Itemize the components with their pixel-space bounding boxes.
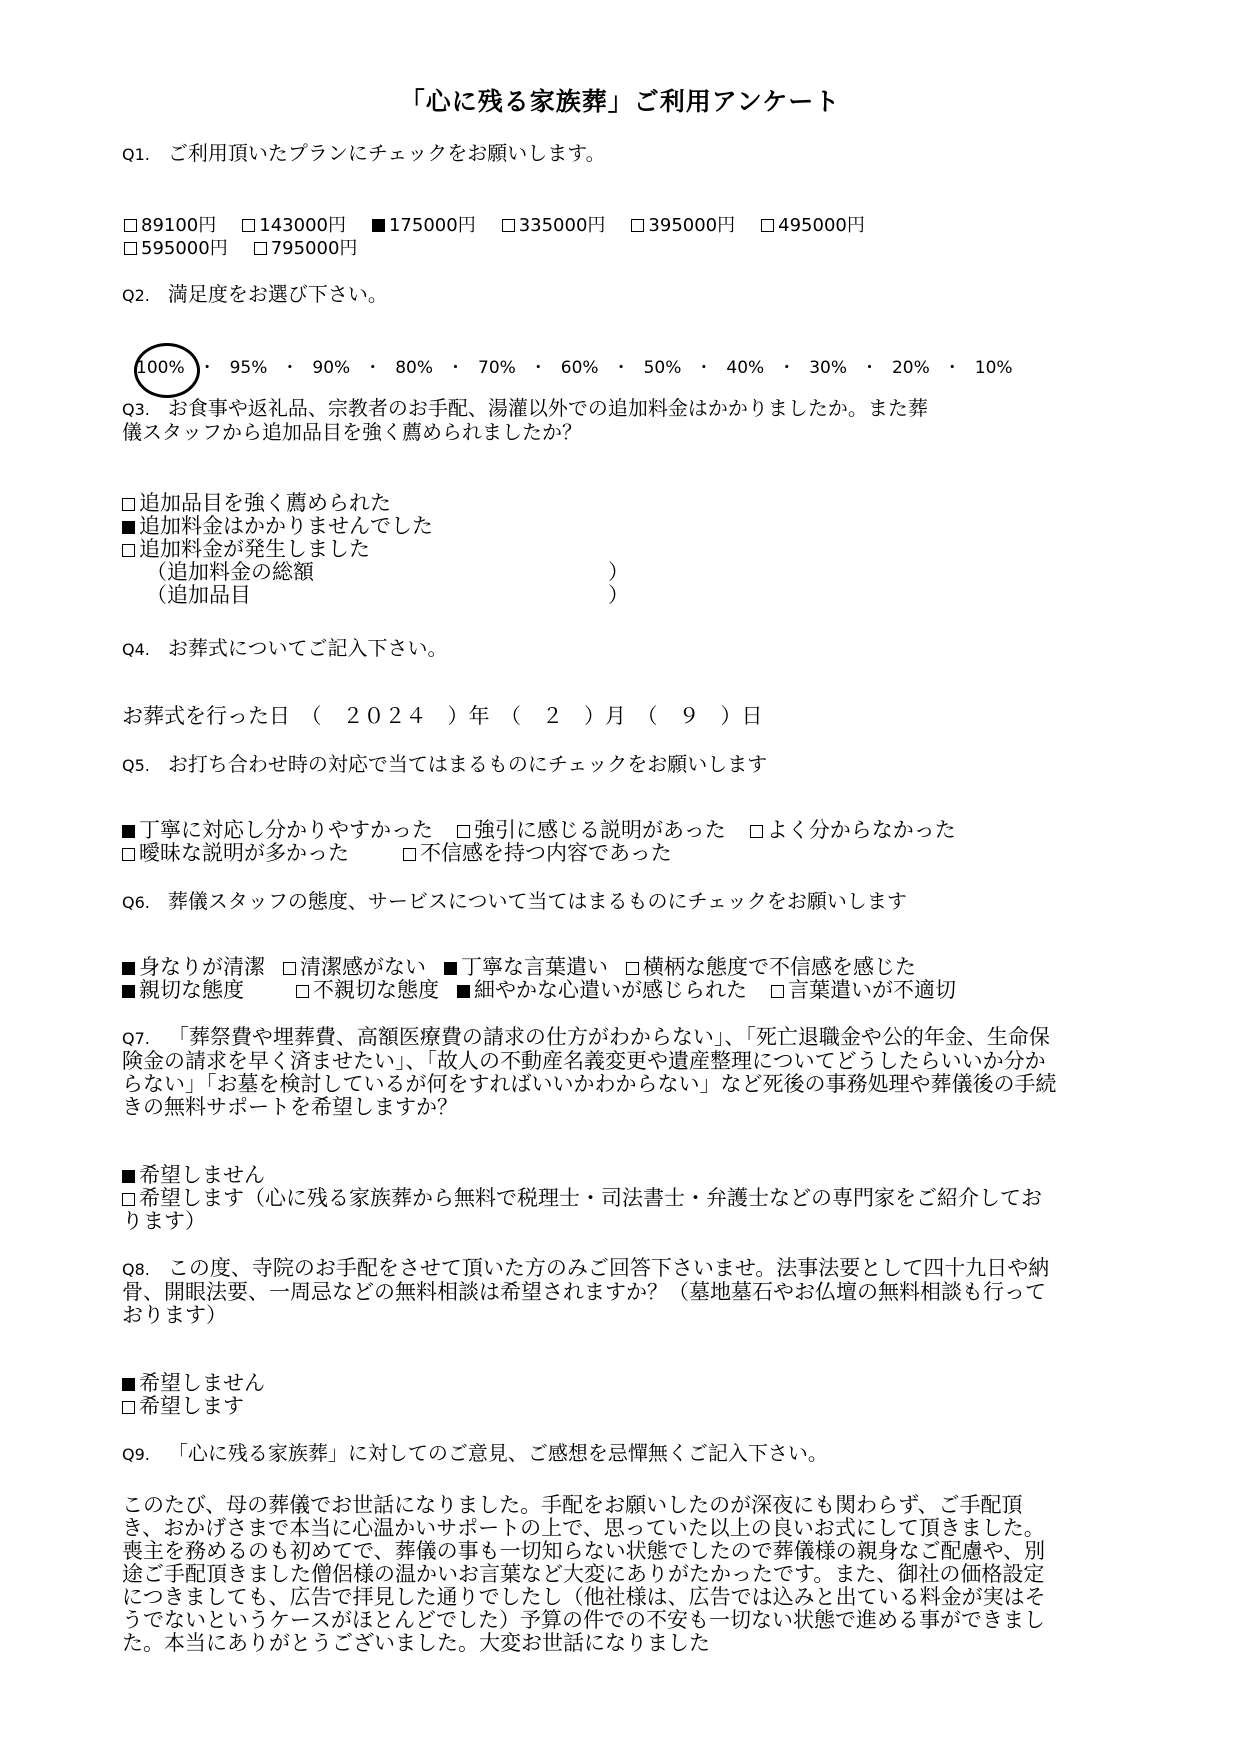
satisfaction-option[interactable]: 70%: [478, 358, 516, 378]
scale-separator: ・: [198, 358, 216, 378]
q3-text-line1: お食事や返礼品、宗教者のお手配、湯灌以外での追加料金はかかりましたか。また葬: [167, 396, 928, 420]
option-label: 希望します: [139, 1394, 244, 1418]
plan-option[interactable]: [372, 211, 476, 237]
q3-heading: [122, 396, 928, 422]
q6-text: 葬儀スタッフの態度、サービスについて当てはまるものにチェックをお願いします: [167, 889, 907, 913]
scale-separator: ・: [447, 358, 464, 378]
items-close-paren: ）: [608, 583, 629, 607]
consultation-option-row: [122, 1395, 1062, 1418]
checkbox[interactable]: [750, 825, 763, 838]
checkbox[interactable]: [283, 962, 296, 975]
checkbox[interactable]: [502, 219, 515, 232]
q3-number: Q3.: [122, 400, 150, 419]
support-option[interactable]: [122, 1163, 265, 1187]
q7-text: 「葬祭費や埋葬費、高額医療費の請求の仕方がわからない」、「死亡退職金や公的年金、生命保険金の請求を早く済ませたい」、「故人の不動産名義変更や遺産整理についてどうしたらいいか分からない」「お墓を検討しているが何をすればいいかわからない」など死後の事務処理や葬儀後の手続きの無料サポートを希望しますか？: [122, 1025, 1057, 1119]
checked-checkbox[interactable]: [372, 219, 385, 232]
meeting-option[interactable]: [122, 818, 433, 842]
plan-option[interactable]: [124, 234, 228, 260]
checked-checkbox[interactable]: [457, 985, 470, 998]
checkbox[interactable]: [122, 544, 135, 557]
checkbox[interactable]: [124, 242, 137, 255]
checked-checkbox[interactable]: [444, 962, 457, 975]
q8-question: [122, 1257, 1062, 1327]
q3-total-field: [146, 561, 314, 584]
scale-separator: ・: [529, 358, 547, 378]
consultation-option-row: [122, 1372, 1062, 1395]
option-label: 身なりが清潔: [139, 955, 265, 979]
q1-text: ご利用頂いたプランにチェックをお願いします。: [167, 141, 606, 165]
staff-option[interactable]: [626, 955, 916, 979]
checkbox[interactable]: [254, 242, 267, 255]
option-label: 395000円: [648, 215, 736, 236]
checkbox[interactable]: [242, 219, 255, 232]
option-label: 親切な態度: [139, 978, 244, 1002]
extra-fee-option[interactable]: [122, 491, 391, 515]
checked-checkbox[interactable]: [122, 521, 135, 534]
checkbox[interactable]: [403, 848, 416, 861]
checked-checkbox[interactable]: [122, 1170, 135, 1183]
satisfaction-option[interactable]: 100%: [136, 358, 185, 378]
q8-text: この度、寺院のお手配をさせて頂いた方のみご回答下さいませ。法事法要として四十九日や納骨、開眼法要、一周忌などの無料相談は希望されますか？（墓地墓石やお仏壇の無料相談も行っております）: [122, 1256, 1050, 1327]
q5-heading: [122, 752, 767, 778]
option-label: 不親切な態度: [313, 978, 439, 1002]
option-label: 希望します（心に残る家族葬から無料で税理士・司法書士・弁護士などの専門家をご紹介しております）: [122, 1186, 1042, 1233]
option-label: 追加料金はかかりませんでした: [139, 514, 433, 538]
q1-options-row2: [124, 234, 383, 260]
q3-option-row: [122, 515, 433, 538]
total-close-paren: ）: [608, 560, 629, 584]
satisfaction-option[interactable]: 30%: [809, 358, 847, 378]
scale-separator: ・: [860, 358, 878, 378]
checkbox[interactable]: [761, 219, 774, 232]
q4-number: Q4.: [122, 640, 150, 659]
staff-option[interactable]: [122, 955, 265, 979]
q5-row1: [122, 819, 956, 842]
q1-number: Q1.: [122, 145, 150, 164]
checked-checkbox[interactable]: [122, 985, 135, 998]
satisfaction-scale: [136, 353, 1027, 378]
meeting-option[interactable]: [122, 841, 349, 865]
option-label: 希望しません: [139, 1371, 265, 1395]
staff-option[interactable]: [771, 978, 956, 1002]
scale-separator: ・: [364, 358, 382, 378]
scale-separator: ・: [695, 358, 713, 378]
option-label: 丁寧な言葉遣い: [461, 955, 608, 979]
checkbox[interactable]: [626, 962, 639, 975]
meeting-option[interactable]: [750, 818, 956, 842]
q5-number: Q5.: [122, 756, 150, 775]
q9-number: Q9.: [122, 1445, 150, 1464]
q7-question: [122, 1026, 1062, 1119]
q7-number: Q7.: [122, 1029, 150, 1048]
option-label: 追加品目を強く薦められた: [139, 491, 391, 515]
satisfaction-option[interactable]: 95%: [229, 358, 268, 378]
q2-number: Q2.: [122, 286, 150, 305]
q9-text: 「心に残る家族葬」に対してのご意見、ご感想を忌憚無くご記入下さい。: [167, 1441, 828, 1465]
q5-text: お打ち合わせ時の対応で当てはまるものにチェックをお願いします: [167, 752, 768, 776]
checkbox[interactable]: [457, 825, 470, 838]
q2-text: 満足度をお選び下さい。: [167, 282, 388, 306]
option-label: 795000円: [270, 238, 358, 259]
checkbox[interactable]: [124, 219, 137, 232]
option-label: 不信感を持つ内容であった: [420, 841, 672, 865]
q8-number: Q8.: [122, 1260, 150, 1279]
option-label: 細やかな心遣いが感じられた: [474, 978, 747, 1002]
scale-separator: ・: [943, 358, 961, 378]
q4-text: お葬式についてご記入下さい。: [167, 636, 448, 660]
support-option[interactable]: [122, 1186, 1042, 1233]
option-label: よく分からなかった: [766, 818, 956, 842]
extra-fee-option[interactable]: [122, 537, 370, 561]
checkbox[interactable]: [631, 219, 644, 232]
q3-text-line2: 儀スタッフから追加品目を強く薦められましたか？: [122, 420, 582, 444]
scale-separator: ・: [612, 358, 630, 378]
option-label: 言葉遣いが不適切: [788, 978, 956, 1002]
plan-option[interactable]: [502, 211, 606, 237]
extra-fee-option[interactable]: [122, 514, 433, 538]
q6-heading: [122, 889, 907, 915]
satisfaction-option[interactable]: 20%: [891, 358, 930, 378]
plan-option[interactable]: [254, 234, 358, 260]
option-label: 希望しません: [139, 1163, 265, 1187]
option-label: 清潔感がない: [300, 955, 426, 979]
option-label: 595000円: [141, 238, 228, 259]
option-label: 495000円: [778, 215, 865, 236]
satisfaction-option[interactable]: 60%: [560, 358, 599, 378]
support-option-row: [122, 1187, 1062, 1233]
q6-row1: [122, 956, 916, 979]
q6-number: Q6.: [122, 893, 150, 912]
q9-answer-clip: [0, 1494, 1240, 1664]
checkbox[interactable]: [296, 985, 309, 998]
staff-option[interactable]: [457, 978, 747, 1002]
page-title: 「心に残る家族葬」ご利用アンケート: [399, 87, 841, 116]
q9-answer: このたび、母の葬儀でお世話になりました。手配をお願いしたのが深夜にも関わらず、ご手配頂き、おかげさまで本当に心温かいサポートの上で、思っていた以上の良いお式にして頂きました。喪主を務めるのも初めてで、葬儀の事も一切知らない状態でしたので葬儀様の親身なご配慮や、別途ご手配頂きました僧侶様の温かいお言葉など大変にありがたかったです。また、御社の価格設定につきましても、広告で拝見した通りでしたし（他社様は、広告では込みと出ている料金が実はそうでないというケースがほとんどでした）予算の件での不安も一切ない状態で進める事ができました。本当にありがとうございました。大変お世話になりました: [122, 1494, 1046, 1655]
checkbox[interactable]: [122, 1193, 135, 1206]
meeting-option[interactable]: [403, 841, 672, 865]
consultation-option[interactable]: [122, 1394, 244, 1418]
staff-option[interactable]: [296, 978, 439, 1002]
satisfaction-option[interactable]: 40%: [726, 358, 765, 378]
plan-option[interactable]: [761, 211, 865, 237]
total-label: （追加料金の総額: [146, 560, 314, 584]
staff-option[interactable]: [283, 955, 426, 979]
support-option-row: [122, 1164, 1062, 1187]
plan-option[interactable]: [631, 211, 735, 237]
items-label: （追加品目: [146, 583, 251, 607]
option-label: 丁寧に対応し分かりやすかった: [139, 818, 433, 842]
q9-heading: [122, 1441, 828, 1467]
meeting-option[interactable]: [457, 818, 726, 842]
scale-separator: ・: [778, 358, 796, 378]
checkbox[interactable]: [771, 985, 784, 998]
option-label: 89100円: [141, 215, 217, 236]
option-label: 追加料金が発生しました: [139, 537, 370, 561]
scale-separator: ・: [281, 358, 299, 378]
option-label: 強引に感じる説明があった: [474, 818, 726, 842]
checkbox[interactable]: [122, 498, 135, 511]
q3-items-field: [146, 584, 251, 607]
q7-options: [122, 1164, 1062, 1233]
q4-heading: [122, 636, 447, 662]
consultation-option[interactable]: [122, 1371, 265, 1395]
option-label: 175000円: [388, 215, 476, 236]
option-label: 335000円: [518, 215, 606, 236]
satisfaction-option[interactable]: 10%: [974, 358, 1013, 378]
option-label: 横柄な態度で不信感を感じた: [643, 955, 916, 979]
option-label: 曖昧な説明が多かった: [139, 841, 349, 865]
checked-checkbox[interactable]: [122, 962, 135, 975]
q2-heading: [122, 282, 388, 308]
staff-option[interactable]: [444, 955, 608, 979]
q3-options: [122, 492, 433, 561]
checkbox[interactable]: [122, 1401, 135, 1414]
checkbox[interactable]: [122, 848, 135, 861]
q1-heading: [122, 141, 606, 167]
checked-checkbox[interactable]: [122, 825, 135, 838]
q8-options: [122, 1372, 1062, 1418]
q3-option-row: [122, 492, 433, 515]
staff-option[interactable]: [122, 978, 244, 1002]
satisfaction-option[interactable]: 80%: [395, 358, 433, 378]
q6-row2: [122, 979, 956, 1002]
satisfaction-option[interactable]: 90%: [312, 358, 351, 378]
satisfaction-option[interactable]: 50%: [643, 358, 682, 378]
selected-satisfaction-circle: [134, 343, 200, 398]
option-label: 143000円: [259, 215, 346, 236]
q5-row2: [122, 842, 672, 865]
funeral-date: お葬式を行った日 （ ２０２４ ）年 （ ２ ）月 （ ９ ）日: [122, 704, 763, 728]
checked-checkbox[interactable]: [122, 1378, 135, 1391]
q3-option-row: [122, 538, 433, 561]
